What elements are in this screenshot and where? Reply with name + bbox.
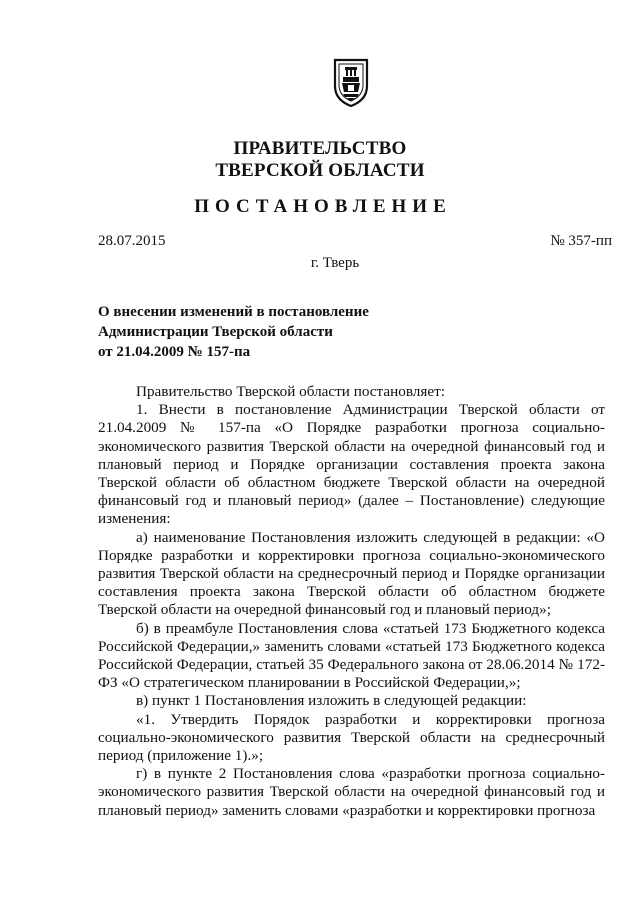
subject-line1: О внесении изменений в постановление (98, 304, 369, 320)
document-subject (98, 302, 369, 362)
body-paragraph-item-c: в) пункт 1 Постановления изложить в следующей редакции: (136, 692, 527, 710)
government-title-line1: ПРАВИТЕЛЬСТВО (233, 138, 407, 159)
body-paragraph-item-a: а) наименование Постановления изложить следующей в редакции: «О Порядке разработки и корректировки прогноза социально-экономического развития Тверской области на среднесрочный период и Порядке организации составления проекта закона Тверской области об областном бюджете Тверской области на очередной финансовый год и плановый период»; (98, 528, 605, 619)
body-paragraph-item-g: г) в пункте 2 Постановления слова «разработки прогноза социально-экономического развития Тверской области на очередной финансовый год и плановый период» заменить словами «разработки и корректировки прогноза (98, 765, 605, 819)
body-paragraph-item-b: б) в преамбуле Постановления слова «статьей 173 Бюджетного кодекса Российской Федерации,» заменить словами «статьей 173 Бюджетного кодекса Российской Федерации, статьей 35 Федерального закона от 28.06.2014 № 172-ФЗ «О стратегическом планировании в Российской Федерации,»; (98, 619, 605, 692)
document-type-title: ПОСТАНОВЛЕНИЕ (194, 196, 452, 217)
document-city: г. Тверь (310, 255, 360, 271)
tver-coat-of-arms-icon (331, 56, 371, 108)
body-paragraph-item-1: 1. Внести в постановление Администрации Тверской области от 21.04.2009 № 157-па «О Порядке разработки прогноза социально-экономического развития Тверской области на очередной финансовый год и плановый период и Порядке организации составления проекта закона Тверской области об областном бюджете Тверской области на очередной финансовый год и плановый период» (далее – Постановление) следующие изменения: (98, 401, 605, 528)
document-body (98, 383, 605, 820)
government-title (0, 138, 640, 182)
subject-line3: от 21.04.2009 № 157-па (98, 344, 251, 360)
document-date: 28.07.2015 (98, 233, 166, 249)
government-title-line2: ТВЕРСКОЙ ОБЛАСТИ (215, 160, 425, 181)
document-number: № 357-пп (550, 233, 612, 249)
subject-line2: Администрации Тверской области (98, 324, 333, 340)
body-paragraph-item-c-text: «1. Утвердить Порядок разработки и корректировки прогноза социально-экономического развития Тверской области на среднесрочный период (приложение 1).»; (98, 710, 605, 765)
body-paragraph-preamble: Правительство Тверской области постановляет: (136, 383, 445, 400)
